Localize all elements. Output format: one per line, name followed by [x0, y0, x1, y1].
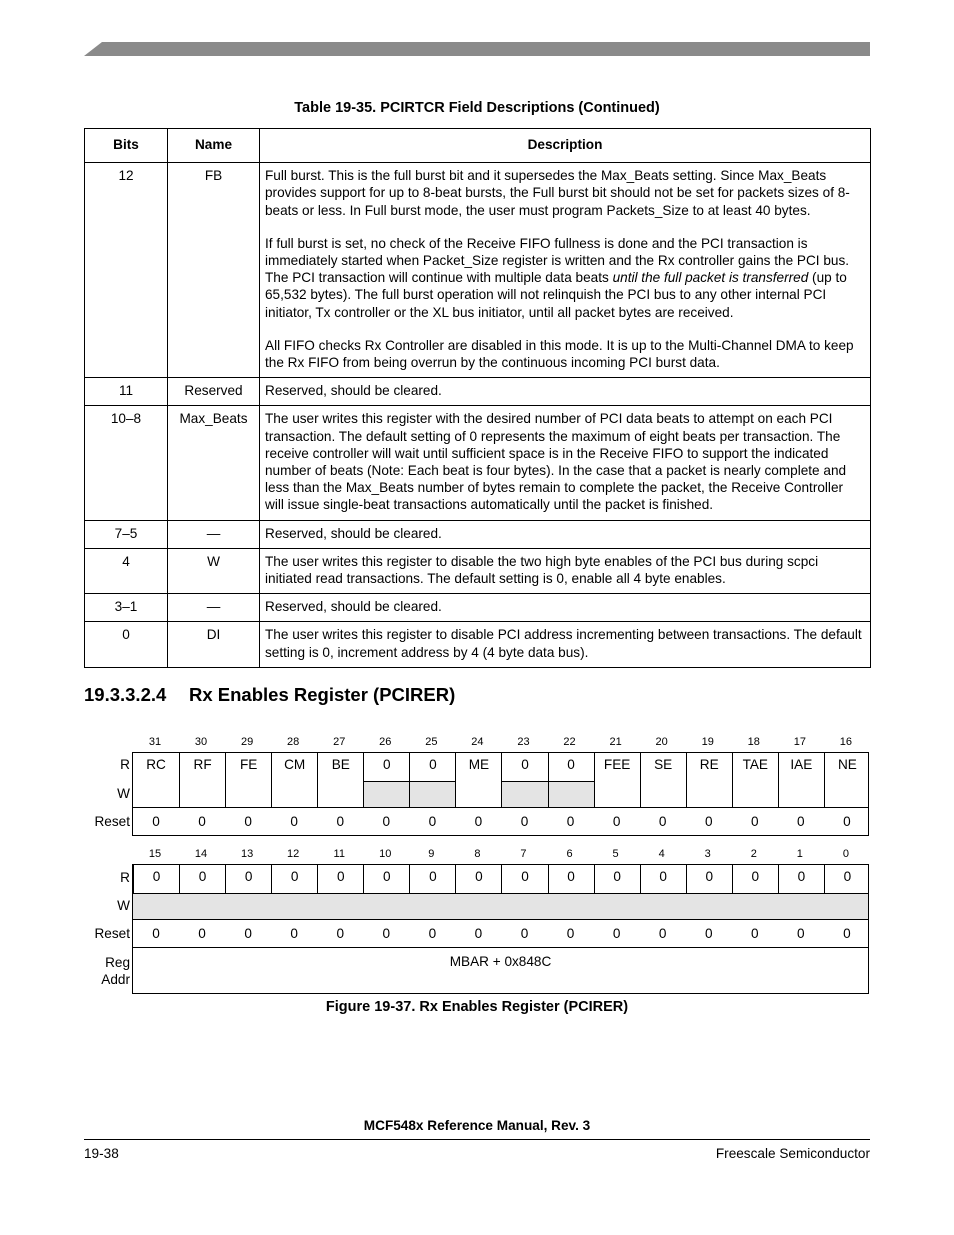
register-field [778, 753, 824, 807]
footer-company: Freescale Semiconductor [715, 1146, 870, 1161]
register-field [686, 865, 732, 893]
bit-number: 23 [517, 736, 530, 748]
row-label-write: W [117, 786, 130, 801]
description-cell: The user writes this register to disable PCI address incrementing between transactions. The default setting is 0, increment address by 4 (4 byte data bus). [260, 622, 871, 667]
reset-value: 0 [658, 926, 667, 941]
register-field [640, 865, 686, 893]
reset-value: 0 [750, 814, 759, 829]
field-label: 0 [429, 869, 437, 884]
name-cell: FB [168, 163, 260, 378]
reset-value: 0 [198, 926, 206, 941]
bit-number: 22 [563, 736, 576, 748]
table-row [85, 163, 871, 378]
table-row [85, 520, 871, 548]
row-label-read: R [120, 870, 130, 885]
write-reserved-shade [133, 893, 868, 919]
field-label: FEE [603, 757, 631, 772]
register-field [133, 753, 179, 807]
register-field [225, 865, 271, 893]
register-field [179, 753, 225, 807]
figure-caption: Figure 19-37. Rx Enables Register (PCIRER) [325, 999, 629, 1015]
bit-number: 28 [287, 736, 300, 748]
field-label: CM [284, 757, 306, 772]
bit-number: 4 [658, 848, 665, 860]
bit-number: 6 [566, 848, 573, 860]
reset-value: 0 [566, 926, 575, 941]
reset-value: 0 [152, 814, 160, 829]
bit-number: 3 [704, 848, 711, 860]
register-field [409, 753, 455, 807]
bits-cell: 0 [85, 622, 168, 667]
row-label-read: R [120, 757, 130, 772]
register-field [409, 865, 455, 893]
bit-number: 2 [750, 848, 757, 860]
field-label: IAE [790, 757, 813, 772]
bit-number: 5 [612, 848, 619, 860]
lower-reset-values [132, 920, 869, 948]
field-label: BE [331, 757, 350, 772]
section-heading [84, 684, 455, 706]
header-bits: Bits [85, 129, 168, 163]
header-name: Name [168, 129, 260, 163]
field-label: NE [837, 757, 857, 772]
register-field [732, 865, 778, 893]
bit-number: 8 [474, 848, 481, 860]
reset-value: 0 [843, 926, 851, 941]
reset-value: 0 [843, 814, 851, 829]
register-field [317, 753, 363, 807]
upper-bit-numbers [132, 736, 869, 752]
bit-number: 9 [428, 848, 435, 860]
reset-value: 0 [797, 926, 805, 941]
bit-number: 14 [194, 848, 208, 860]
bit-number: 1 [796, 848, 803, 860]
table-header-row [85, 129, 871, 163]
reset-value: 0 [612, 926, 621, 941]
field-label: 0 [244, 869, 253, 884]
register-field [317, 865, 363, 893]
bits-cell: 10–8 [85, 406, 168, 520]
reset-value: 0 [382, 814, 391, 829]
field-descriptions-table [84, 128, 871, 668]
register-field [225, 753, 271, 807]
reset-value: 0 [704, 814, 713, 829]
description-text: (up to 65,532 bytes). The full burst operation will not relinquish the PCI bus to any other internal PCI initiator, Tx controller or the XL bus initiator, until all packet bytes are received. [265, 270, 847, 320]
field-label: TAE [742, 757, 768, 772]
name-cell: — [168, 594, 260, 622]
bit-number: 30 [194, 736, 208, 748]
register-field [271, 865, 317, 893]
reset-value: 0 [244, 814, 252, 829]
description-cell [260, 163, 871, 378]
reset-value: 0 [198, 814, 206, 829]
register-field [455, 865, 501, 893]
reset-value: 0 [474, 814, 483, 829]
description-paragraph: Full burst. This is the full burst bit and it supersedes the Max_Beats setting. Since Max_Beats provides support for up to 8-beat bursts, the Full burst bit should not be set for packets sizes of 8-beats or less. In Full burst mode, the user must program Packets_Size to at least 40 bytes. [265, 168, 850, 218]
field-label: 0 [843, 869, 852, 884]
description-paragraph [265, 235, 865, 321]
description-italic: until the full packet is transferred [612, 270, 809, 286]
field-label: 0 [659, 869, 667, 884]
field-label: 0 [383, 869, 391, 884]
register-field [455, 753, 501, 807]
bit-number: 19 [701, 736, 714, 748]
register-field [594, 865, 640, 893]
description-cell: Reserved, should be cleared. [260, 378, 871, 406]
field-label: 0 [567, 869, 575, 884]
field-label: FE [239, 757, 258, 772]
bit-number: 20 [655, 736, 668, 748]
reset-value: 0 [428, 814, 437, 829]
reset-value: 0 [704, 926, 713, 941]
name-cell: Max_Beats [168, 406, 260, 520]
register-address: MBAR + 0x848C [132, 948, 869, 994]
section-title: Rx Enables Register (PCIRER) [189, 684, 456, 705]
table-row [85, 406, 871, 520]
field-label: RC [146, 757, 166, 772]
reset-value: 0 [797, 814, 805, 829]
table-row [85, 548, 871, 593]
field-label: 0 [705, 869, 714, 884]
footer-divider [84, 1139, 870, 1140]
field-label: 0 [152, 869, 161, 884]
reset-value: 0 [612, 814, 621, 829]
lower-bit-numbers [132, 848, 869, 864]
register-field [501, 753, 547, 807]
register-field [778, 865, 824, 893]
name-cell: — [168, 520, 260, 548]
bit-number: 7 [520, 848, 527, 860]
field-label: 0 [613, 869, 621, 884]
row-label-reset: Reset [94, 814, 130, 829]
upper-reset-values [132, 808, 869, 836]
section-number: 19.3.3.2.4 [84, 684, 167, 705]
description-text: If full burst is set, no check of the Receive FIFO fullness is done and the PCI transaction is immediately started when Packet_Size register is written and the Rx controller gains the PCI bus. The PCI transaction will continue with multiple data beats [265, 235, 850, 286]
register-field [686, 753, 732, 807]
write-reserved-shade [410, 781, 455, 807]
bits-cell: 3–1 [85, 594, 168, 622]
reset-value: 0 [152, 926, 160, 941]
reset-value: 0 [520, 814, 529, 829]
bit-number: 0 [842, 848, 849, 860]
name-cell: W [168, 548, 260, 593]
bits-cell: 4 [85, 548, 168, 593]
description-cell: Reserved, should be cleared. [260, 520, 871, 548]
bit-number: 16 [839, 736, 853, 748]
field-label: RE [699, 757, 719, 772]
reset-value: 0 [428, 926, 437, 941]
bit-number: 24 [471, 736, 484, 748]
upper-register-fields [132, 752, 869, 808]
name-cell: DI [168, 622, 260, 667]
register-field [363, 865, 409, 893]
register-field [501, 865, 547, 893]
reset-value: 0 [290, 926, 298, 941]
row-label-write: W [117, 898, 130, 913]
bit-number: 27 [333, 736, 346, 748]
field-label: 0 [521, 869, 529, 884]
bit-number: 18 [747, 736, 760, 748]
reset-value: 0 [290, 814, 298, 829]
header-bar [84, 42, 870, 56]
field-label: 0 [429, 757, 437, 772]
reset-value: 0 [336, 926, 345, 941]
footer-manual-title: MCF548x Reference Manual, Rev. 3 [363, 1118, 591, 1133]
reset-value: 0 [336, 814, 345, 829]
table-row [85, 622, 871, 667]
description-cell: The user writes this register to disable the two high byte enables of the PCI bus during scpci initiated read transactions. The default setting is 0, enable all 4 byte enables. [260, 548, 871, 593]
field-label: 0 [521, 757, 529, 772]
bit-number: 29 [240, 736, 254, 748]
register-field [363, 753, 409, 807]
header-description: Description [260, 129, 871, 163]
reset-value: 0 [566, 814, 575, 829]
register-field [640, 753, 686, 807]
description-cell: The user writes this register with the desired number of PCI data beats to attempt on each PCI transaction. The default setting of 0 represents the maximum of eight beats per transaction. The receive controller will wait until sufficient space is in the Receive FIFO to support the indicated number of beats (Note: Each beat is four bytes). In the case that a packet is nearly complete and less than the Max_Beats number of bytes remain to complete the packet, the Receive Controller will issue single-beat transactions automatically until the packet is finished. [260, 406, 871, 520]
register-field [548, 865, 594, 893]
field-label: 0 [198, 869, 207, 884]
field-label: 0 [383, 757, 391, 772]
name-cell: Reserved [168, 378, 260, 406]
reset-value: 0 [750, 926, 759, 941]
addr-label: Addr [101, 972, 130, 987]
field-label: 0 [797, 869, 806, 884]
field-label: 0 [751, 869, 760, 884]
bits-cell: 11 [85, 378, 168, 406]
row-label-reg-addr [0, 954, 130, 988]
field-label: 0 [475, 869, 483, 884]
bit-number: 11 [333, 848, 345, 860]
register-field [732, 753, 778, 807]
register-field [271, 753, 317, 807]
register-field [824, 865, 870, 893]
reset-value: 0 [382, 926, 391, 941]
reset-value: 0 [658, 814, 667, 829]
bit-number: 26 [379, 736, 392, 748]
bit-number: 13 [240, 848, 254, 860]
bit-number: 21 [609, 736, 622, 748]
register-field [133, 865, 179, 893]
reset-value: 0 [244, 926, 252, 941]
bit-number: 17 [793, 736, 806, 748]
field-label: ME [468, 757, 490, 772]
field-label: 0 [290, 869, 299, 884]
table-caption: Table 19-35. PCIRTCR Field Descriptions (Continued) [294, 100, 660, 116]
reg-label: Reg [105, 955, 130, 970]
field-label: SE [654, 757, 673, 772]
footer-page-number: 19-38 [84, 1146, 119, 1161]
row-label-reset: Reset [94, 926, 130, 941]
register-field [179, 865, 225, 893]
bit-number: 25 [425, 736, 438, 748]
lower-register-fields [132, 864, 869, 920]
field-label: 0 [567, 757, 575, 772]
description-paragraph: All FIFO checks Rx Controller are disabled in this mode. It is up to the Multi-Channel DMA to keep the Rx FIFO from being overrun by the continuous incoming PCI burst data. [265, 337, 854, 371]
description-cell: Reserved, should be cleared. [260, 594, 871, 622]
table-row [85, 378, 871, 406]
write-reserved-shade [549, 781, 594, 807]
register-field [594, 753, 640, 807]
write-reserved-shade [502, 781, 547, 807]
bits-cell: 7–5 [85, 520, 168, 548]
register-field [824, 753, 870, 807]
reset-value: 0 [474, 926, 483, 941]
bits-cell: 12 [85, 163, 168, 378]
table-row [85, 594, 871, 622]
bit-number: 31 [148, 736, 162, 748]
field-label: RF [193, 757, 212, 772]
register-field [548, 753, 594, 807]
bit-number: 10 [379, 848, 392, 860]
bit-number: 12 [287, 848, 300, 860]
field-label: 0 [336, 869, 345, 884]
reset-value: 0 [520, 926, 529, 941]
bit-number: 15 [148, 848, 162, 860]
write-reserved-shade [364, 781, 409, 807]
